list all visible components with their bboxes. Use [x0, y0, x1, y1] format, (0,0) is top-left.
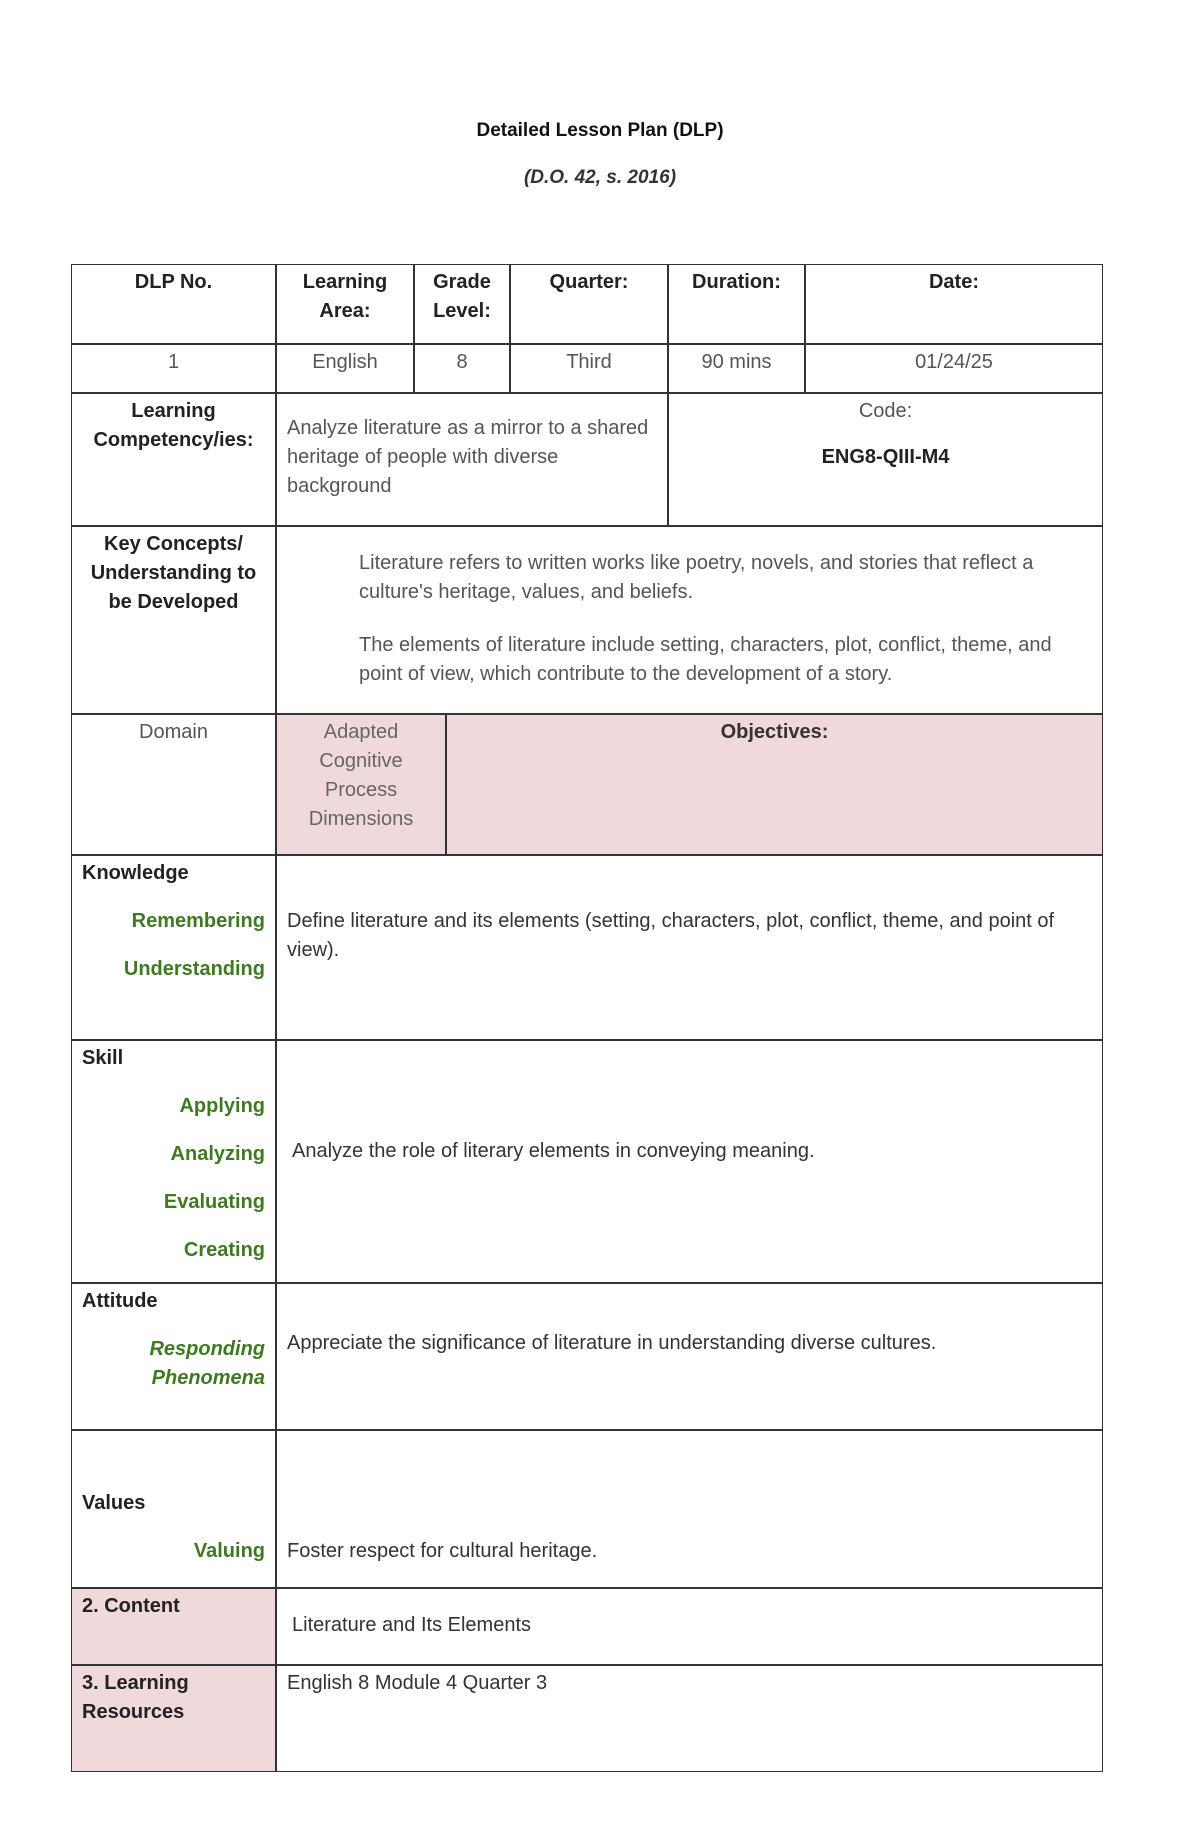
key-concept-paragraph: Literature refers to written works like poetry, novels, and stories that reflect a culture's heritage, values, and beliefs.	[359, 552, 1034, 603]
content-text: Literature and Its Elements	[276, 1588, 1103, 1665]
skill-objective: Analyze the role of literary elements in conveying meaning.	[276, 1040, 1103, 1283]
code-label: Code:	[858, 400, 913, 422]
attitude-label: Attitude	[82, 1290, 158, 1312]
knowledge-objective: Define literature and its elements (setting, characters, plot, conflict, theme, and point of view).	[276, 855, 1103, 1040]
value-quarter: Third	[510, 344, 668, 393]
level-creating: Creating	[183, 1239, 265, 1261]
values-objective: Foster respect for cultural heritage.	[276, 1430, 1103, 1588]
key-concepts-label: Key Concepts/ Understanding to be Developed	[71, 526, 276, 714]
header-date: Date:	[805, 264, 1103, 344]
level-remembering: Remembering	[131, 910, 265, 932]
key-concepts-cell	[276, 526, 1103, 714]
competency-label: Learning Competency/ies:	[71, 393, 276, 526]
content-label: 2. Content	[71, 1588, 276, 1665]
objectives-header: Objectives:	[446, 714, 1103, 855]
key-concept-paragraph: The elements of literature include setting, characters, plot, conflict, theme, and point of view, which contribute to the development of a story.	[359, 634, 1052, 685]
values-label: Values	[82, 1492, 146, 1514]
header-learning-area	[276, 264, 414, 344]
level-phenomena: Phenomena	[151, 1367, 265, 1389]
domain-header: Domain	[71, 714, 276, 855]
skill-label: Skill	[82, 1047, 124, 1069]
competency-code-cell	[668, 393, 1103, 526]
value-dlp-no: 1	[71, 344, 276, 393]
level-understanding: Understanding	[123, 958, 265, 980]
header-duration: Duration:	[668, 264, 805, 344]
knowledge-label: Knowledge	[82, 862, 189, 884]
level-analyzing: Analyzing	[170, 1143, 265, 1165]
values-domain-cell	[71, 1430, 276, 1588]
resources-label-line2: Resources	[82, 1701, 185, 1723]
adapted-dimensions-text: Adapted Cognitive Process Dimensions	[308, 721, 414, 830]
skill-domain-cell	[71, 1040, 276, 1283]
adapted-dimensions-header	[276, 714, 446, 855]
header-learning-area-text: Learning Area:	[302, 271, 388, 322]
header-grade-level-text: Grade Level:	[433, 271, 491, 322]
header-quarter: Quarter:	[510, 264, 668, 344]
competency-text: Analyze literature as a mirror to a shared heritage of people with diverse background	[276, 393, 668, 526]
page-title: Detailed Lesson Plan (DLP)	[476, 120, 724, 141]
value-date: 01/24/25	[805, 344, 1103, 393]
value-duration: 90 mins	[668, 344, 805, 393]
attitude-domain-cell	[71, 1283, 276, 1430]
level-responding: Responding	[149, 1338, 265, 1360]
resources-label-line1: 3. Learning	[82, 1672, 189, 1694]
header-dlp-no: DLP No.	[71, 264, 276, 344]
value-learning-area: English	[276, 344, 414, 393]
attitude-objective: Appreciate the significance of literature in understanding diverse cultures.	[276, 1283, 1103, 1430]
resources-label	[71, 1665, 276, 1772]
level-evaluating: Evaluating	[163, 1191, 265, 1213]
header-grade-level	[414, 264, 510, 344]
level-applying: Applying	[179, 1095, 265, 1117]
page-subtitle: (D.O. 42, s. 2016)	[523, 167, 677, 188]
level-valuing: Valuing	[193, 1540, 265, 1562]
resources-text: English 8 Module 4 Quarter 3	[276, 1665, 1103, 1772]
value-grade-level: 8	[414, 344, 510, 393]
code-value: ENG8-QIII-M4	[821, 446, 950, 468]
knowledge-domain-cell	[71, 855, 276, 1040]
